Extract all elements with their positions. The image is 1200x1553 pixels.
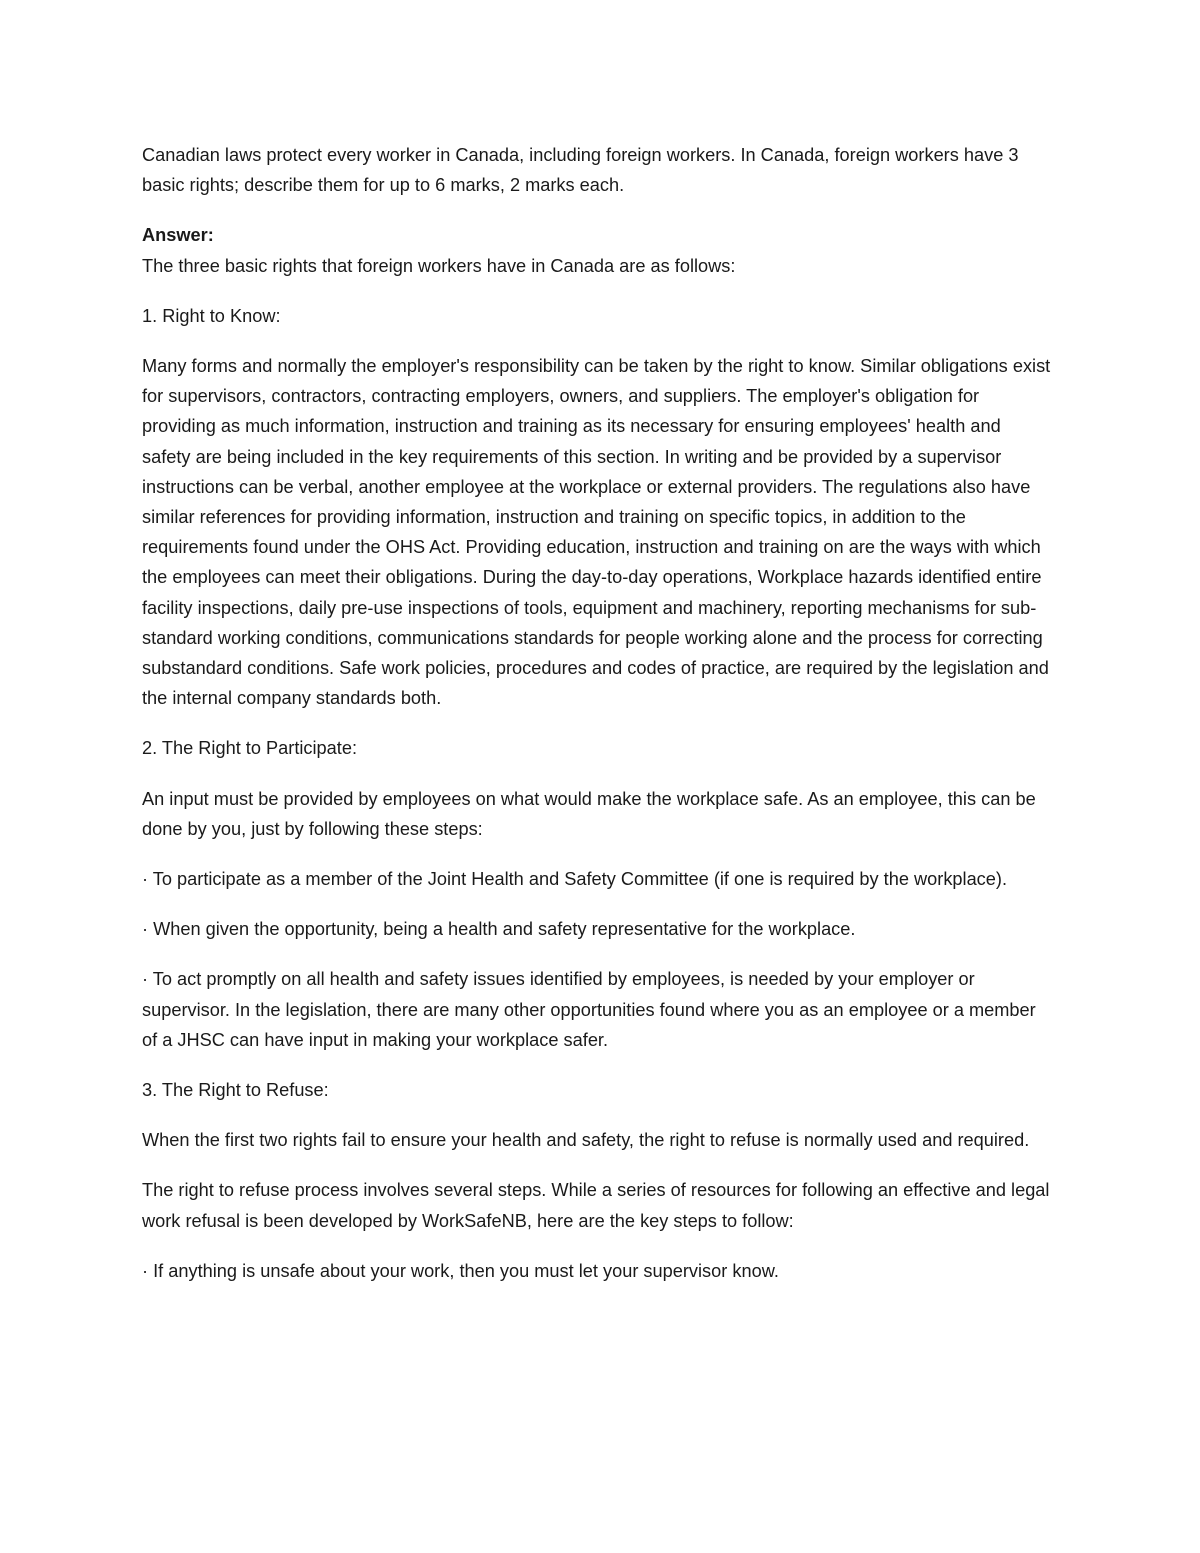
right1-body: Many forms and normally the employer's responsibility can be taken by the right to know. Similar obligations exist for supervisors, contractors, contracting employers, owners, and suppliers. The employer's obligation for providing as much information, instruction and training as its necessary for ensuring employees' health and safety are being included in the key requirements of this section. In writing and be provided by a supervisor instructions can be verbal, another employee at the workplace or external providers. The regulations also have similar references for providing information, instruction and training on specific topics, in addition to the requirements found under the OHS Act. Providing education, instruction and training on are the ways with which the employees can meet their obligations. During the day-to-day operations, Workplace hazards identified entire facility inspections, daily pre-use inspections of tools, equipment and machinery, reporting mechanisms for sub-standard working conditions, communications standards for people working alone and the process for correcting substandard conditions. Safe work policies, procedures and codes of practice, are required by the legislation and the internal company standards both. <box>142 356 1051 709</box>
answer-label: Answer: <box>142 225 214 246</box>
right2-heading: 2. The Right to Participate: <box>142 738 357 759</box>
document-page <box>142 140 1052 1286</box>
question-text: Canadian laws protect every worker in Canada, including foreign workers. In Canada, foreign workers have 3 basic rights; describe them for up to 6 marks, 2 marks each. <box>142 145 1019 196</box>
right2-bullet: · When given the opportunity, being a health and safety representative for the workplace. <box>142 919 856 940</box>
answer-block <box>142 220 1052 280</box>
right2-bullet: · To act promptly on all health and safety issues identified by employees, is needed by your employer or supervisor. In the legislation, there are many other opportunities found where you as an employee or a member of a JHSC can have input in making your workplace safer. <box>142 969 1036 1050</box>
right1-heading: 1. Right to Know: <box>142 305 281 326</box>
right3-body: When the first two rights fail to ensure your health and safety, the right to refuse is normally used and required. <box>142 1130 1030 1151</box>
right2-bullet: · To participate as a member of the Joint Health and Safety Committee (if one is required by the workplace). <box>142 869 1007 890</box>
right2-body: An input must be provided by employees on what would make the workplace safe. As an employee, this can be done by you, just by following these steps: <box>142 788 1036 839</box>
right3-body: The right to refuse process involves several steps. While a series of resources for following an effective and legal work refusal is been developed by WorkSafeNB, here are the key steps to follow: <box>142 1180 1050 1231</box>
answer-intro: The three basic rights that foreign workers have in Canada are as follows: <box>142 255 736 276</box>
right3-bullet: · If anything is unsafe about your work, then you must let your supervisor know. <box>142 1260 779 1281</box>
right3-heading: 3. The Right to Refuse: <box>142 1080 329 1101</box>
